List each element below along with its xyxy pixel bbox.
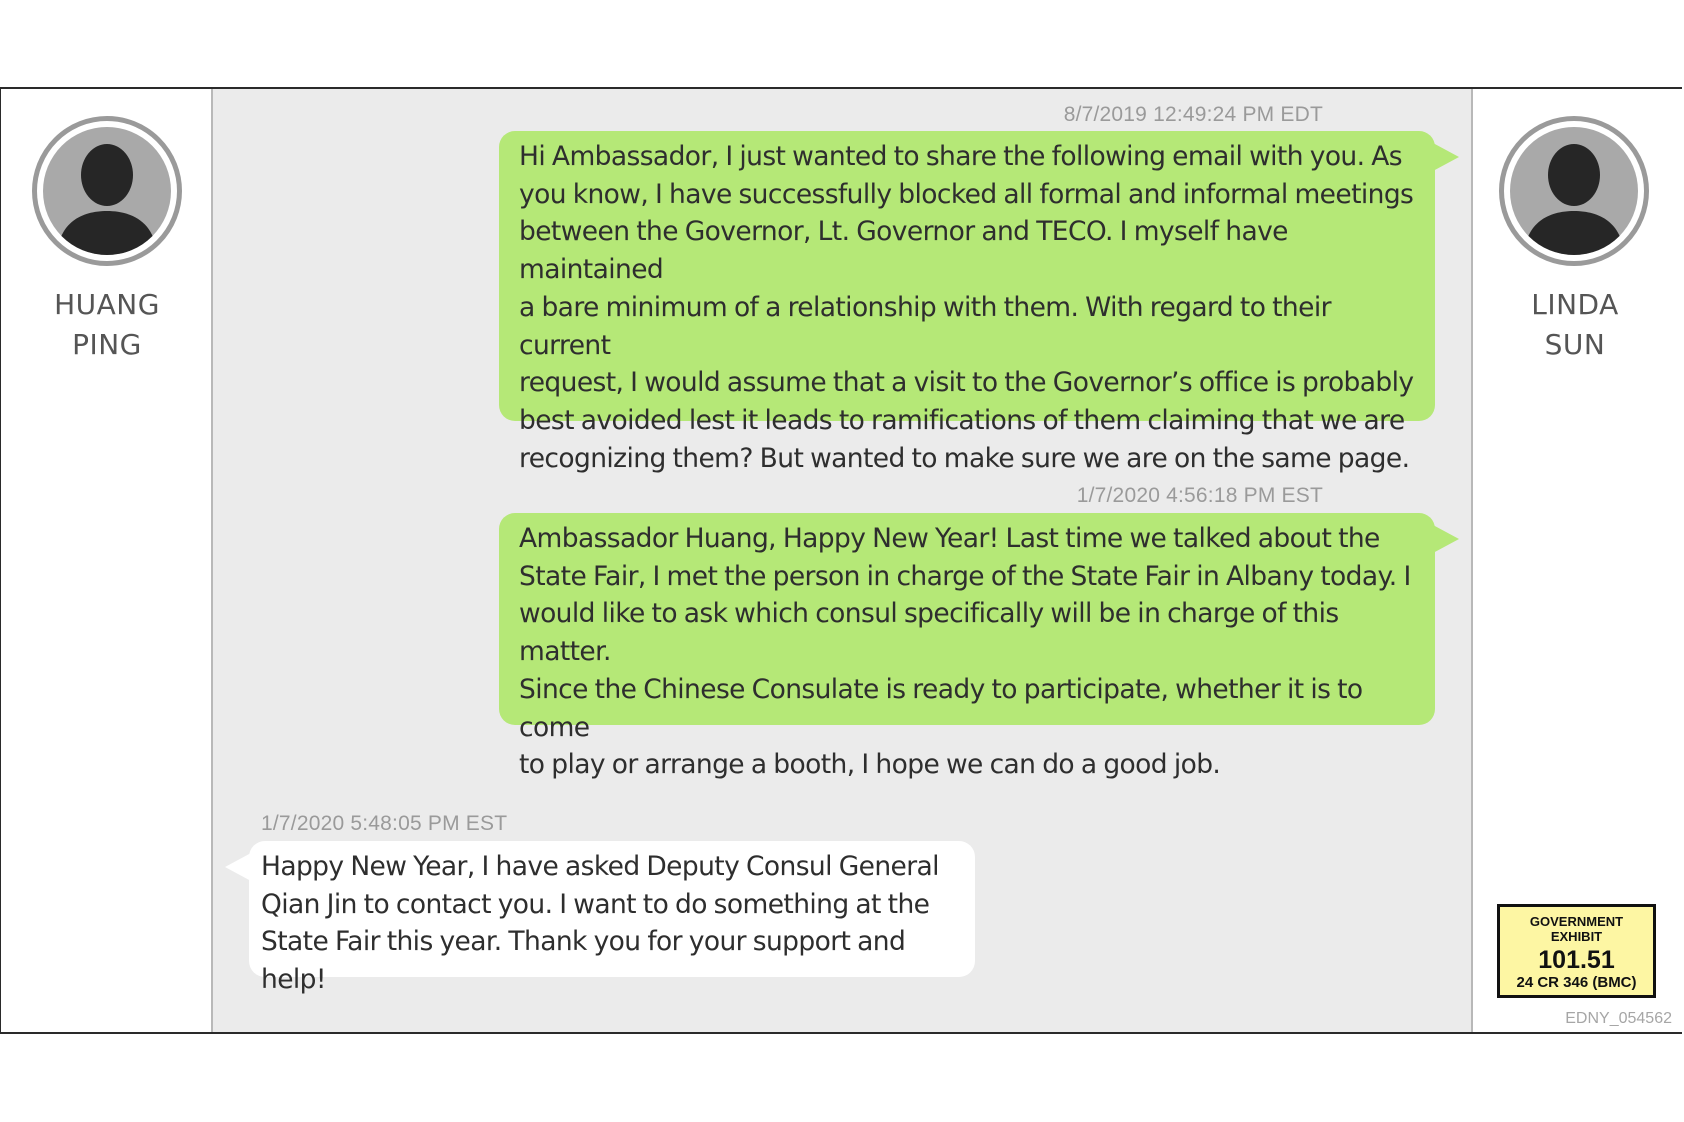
message-line: recognizing them? But wanted to make sure we are on the same page. xyxy=(519,442,1410,474)
message-line: best avoided lest it leads to ramifications of them claiming that we are xyxy=(519,404,1405,436)
message-timestamp: 1/7/2020 4:56:18 PM EST xyxy=(1076,484,1323,507)
right-name-line2: SUN xyxy=(1544,328,1606,361)
exhibit-case-number: 24 CR 346 (BMC) xyxy=(1516,974,1637,991)
document-id: EDNY_054562 xyxy=(1565,1010,1672,1027)
message-timestamp: 1/7/2020 5:48:05 PM EST xyxy=(261,812,508,835)
left-participant-name xyxy=(1,285,213,365)
message-line: Hi Ambassador, I just wanted to share the following email with you. As xyxy=(519,141,1403,172)
message-line: you know, I have successfully blocked all formal and informal meetings xyxy=(519,178,1414,210)
right-participant-panel xyxy=(1471,89,1683,1032)
exhibit-label-line1: GOVERNMENT xyxy=(1529,914,1624,929)
message-line: between the Governor, Lt. Governor and TECO. I myself have maintained xyxy=(519,216,1288,286)
message-line: Since the Chinese Consulate is ready to participate, whether it is to come xyxy=(519,673,1363,743)
message-timestamp: 8/7/2019 12:49:24 PM EDT xyxy=(1063,103,1323,126)
message-line: Ambassador Huang, Happy New Year! Last time we talked about the xyxy=(519,523,1380,554)
bubble-tail xyxy=(1433,143,1459,171)
message-bubble-outgoing xyxy=(499,513,1435,781)
left-participant-panel xyxy=(1,89,213,1032)
exhibit-label-line2: EXHIBIT xyxy=(1550,929,1603,944)
left-name-line1: HUANG xyxy=(54,288,160,321)
left-avatar xyxy=(32,116,182,266)
message-thread xyxy=(213,89,1471,1032)
exhibit-number: 101.51 xyxy=(1538,946,1615,974)
message-line: State Fair, I met the person in charge of the State Fair in Albany today. I xyxy=(519,560,1411,592)
message-line: a bare minimum of a relationship with them. With regard to their current xyxy=(519,291,1331,361)
message-bubble-outgoing xyxy=(499,131,1435,474)
message-line: State Fair this year. Thank you for your support and help! xyxy=(261,926,906,996)
person-silhouette-icon xyxy=(1510,127,1638,255)
chat-transcript-frame xyxy=(0,87,1682,1034)
message-line: would like to ask which consul specifically will be in charge of this matter. xyxy=(519,598,1339,668)
message-line: Happy New Year, I have asked Deputy Consul General xyxy=(261,851,939,882)
message-line: to play or arrange a booth, I hope we can do a good job. xyxy=(519,749,1221,781)
left-name-line2: PING xyxy=(72,328,142,361)
bubble-tail xyxy=(1433,525,1459,553)
bubble-tail xyxy=(225,853,251,881)
message-bubble-incoming xyxy=(249,841,975,996)
right-avatar xyxy=(1499,116,1649,266)
government-exhibit-sticker xyxy=(1497,904,1656,998)
message-line: Qian Jin to contact you. I want to do something at the xyxy=(261,888,930,920)
right-participant-name xyxy=(1469,285,1681,365)
message-line: request, I would assume that a visit to the Governor’s office is probably xyxy=(519,367,1414,399)
right-name-line1: LINDA xyxy=(1531,288,1619,321)
person-silhouette-icon xyxy=(43,127,171,255)
